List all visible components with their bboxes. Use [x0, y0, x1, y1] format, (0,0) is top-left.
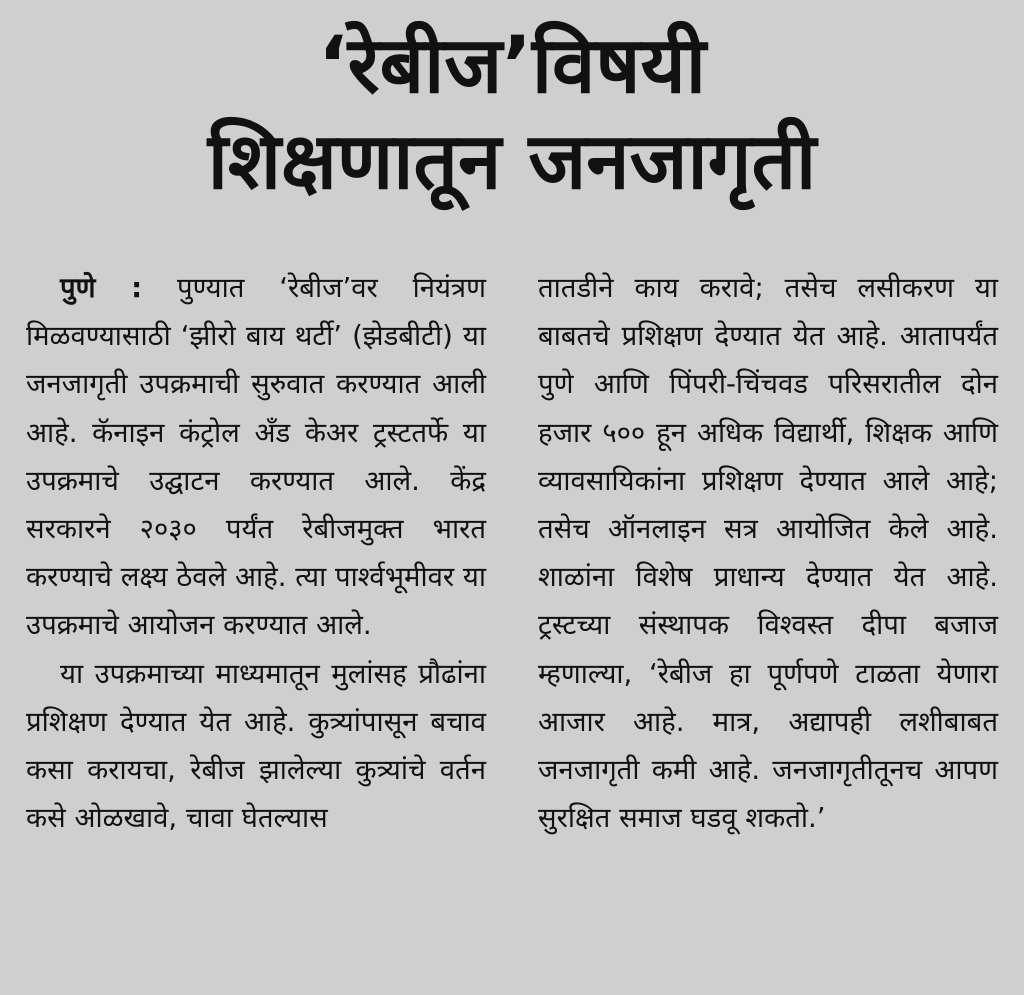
article-paragraph-2: या उपक्रमाच्या माध्यमातून मुलांसह प्रौढांना प्रशिक्षण देण्यात येत आहे. कुत्र्यांपासून बचाव कसा करायचा, रेबीज झालेल्या कुत्र्यांचे वर्तन कसे ओळखावे, चावा घेतल्यास: [26, 657, 486, 835]
headline: [26, 18, 998, 210]
dateline: पुणे :: [60, 272, 143, 304]
headline-line-1: ‘रेबीज’विषयी: [318, 21, 706, 111]
article-paragraph-2-continued: तातडीने काय करावे; तसेच लसीकरण या बाबतचे प्रशिक्षण देण्यात येत आहे. आतापर्यंत पुणे आणि पिंपरी-चिंचवड परिसरातील दोन हजार ५०० हून अधिक विद्यार्थी, शिक्षक आणि व्यावसायिकांना प्रशिक्षण देण्यात आले आहे; तसेच ऑनलाइन सत्र आयोजित केले आहे. शाळांना विशेष प्राधान्य देण्यात येत आहे. ट्रस्टच्या संस्थापक विश्वस्त दीपा बजाज म्हणाल्या, ‘रेबीज हा पूर्णपणे टाळता येणारा आजार आहे. मात्र, अद्यापही लशीबाबत जनजागृती कमी आहे. जनजागृतीतूनच आपण सुरक्षित समाज घडवू शकतो.’: [538, 272, 998, 835]
article-column-right: [538, 264, 998, 842]
paragraph-1-text: पुण्यात ‘रेबीज’वर नियंत्रण मिळवण्यासाठी ‘झीरो बाय थर्टी’ (झेडबीटी) या जनजागृती उपक्रमाची सुरुवात करण्यात आली आहे. कॅनाइन कंट्रोल अँड केअर ट्रस्टतर्फे या उपक्रमाचे उद्घाटन करण्यात आले. केंद्र सरकारने २०३० पर्यंत रेबीजमुक्त भारत करण्याचे लक्ष्य ठेवले आहे. त्या पार्श्वभूमीवर या उपक्रमाचे आयोजन करण्यात आले.: [26, 272, 486, 642]
article-body: [26, 264, 998, 842]
article-paragraph-1: [26, 264, 486, 650]
article-column-left: [26, 264, 486, 842]
headline-line-2: शिक्षणातून जनजागृती: [207, 117, 817, 207]
